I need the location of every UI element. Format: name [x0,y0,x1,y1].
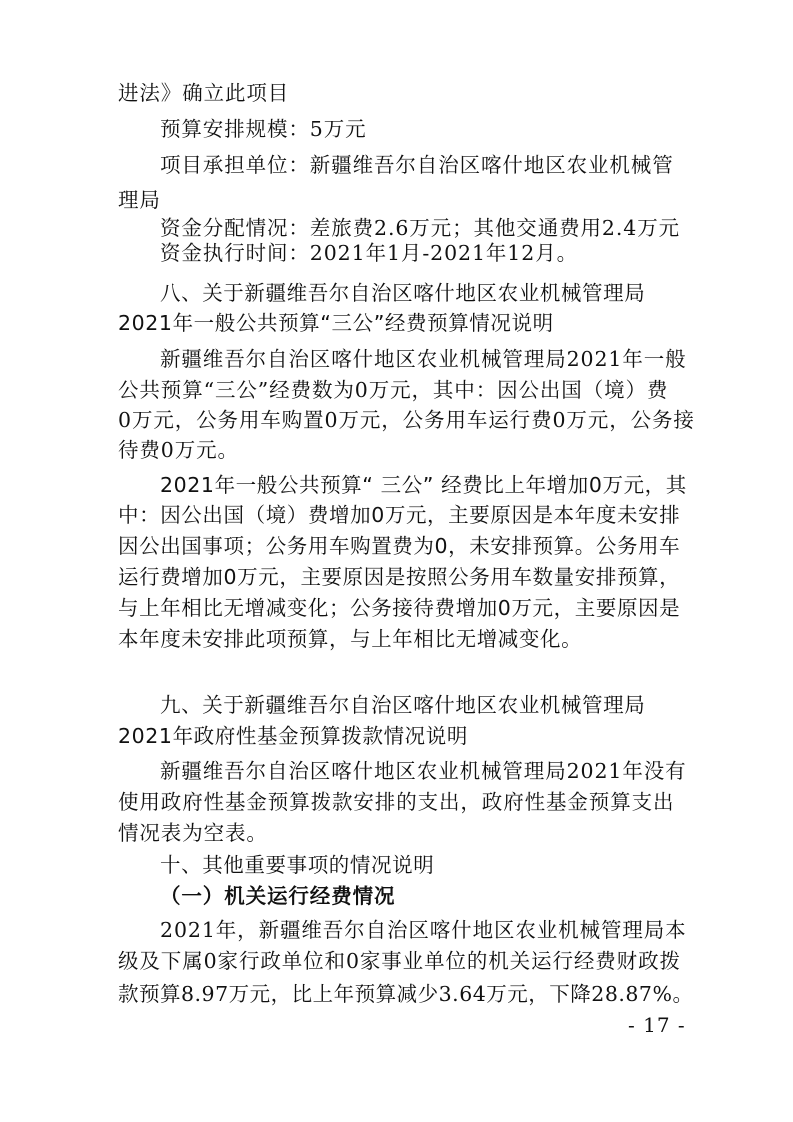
text-line: 理局 [118,188,161,212]
text-line: 本年度未安排此项预算，与上年相比无增减变化。 [118,627,583,651]
text-line: 运行费增加0万元，主要原因是按照公务用车数量安排预算， [118,565,681,589]
text-line: 款预算8.97万元，比上年预算减少3.64万元，下降28.87%。 [118,982,694,1006]
text-line: 因公出国事项；公务用车购置费为0，未安排预算。公务用车 [118,534,681,558]
text-line: 2021年，新疆维吾尔自治区喀什地区农业机械管理局本 [160,918,687,942]
text-line: 资金执行时间：2021年1月-2021年12月。 [160,241,578,265]
text-line: 新疆维吾尔自治区喀什地区农业机械管理局2021年没有 [160,759,687,783]
subsection-heading: （一）机关运行经费情况 [160,884,396,908]
text-line: 项目承担单位：新疆维吾尔自治区喀什地区农业机械管 [160,153,674,177]
text-line: 情况表为空表。 [118,821,268,845]
text-line: 与上年相比无增减变化；公务接待费增加0万元，主要原因是 [118,596,681,620]
section-heading-8: 八、关于新疆维吾尔自治区喀什地区农业机械管理局 [160,281,646,305]
section-heading-9-cont: 2021年政府性基金预算拨款情况说明 [118,724,468,748]
text-line: 级及下属0家行政单位和0家事业单位的机关运行经费财政拨 [118,949,681,973]
text-line: 0万元，公务用车购置0万元，公务用车运行费0万元，公务接 [118,408,695,432]
text-line: 中：因公出国（境）费增加0万元，主要原因是本年度未安排 [118,503,681,527]
text-line: 使用政府性基金预算拨款安排的支出，政府性基金预算支出 [118,790,675,814]
text-line: 新疆维吾尔自治区喀什地区农业机械管理局2021年一般 [160,347,687,371]
text-line: 2021年一般公共预算“ 三公” 经费比上年增加0万元，其 [160,473,687,497]
page-number: - 17 - [628,1013,686,1037]
section-heading-9: 九、关于新疆维吾尔自治区喀什地区农业机械管理局 [160,693,646,717]
section-heading-8-cont: 2021年一般公共预算“三公”经费预算情况说明 [118,311,554,335]
section-heading-10: 十、其他重要事项的情况说明 [160,853,435,877]
text-line: 公共预算“三公”经费数为0万元，其中：因公出国（境）费 [118,378,669,402]
text-line: 资金分配情况：差旅费2.6万元；其他交通费用2.4万元 [160,216,681,240]
text-line: 预算安排规模：5万元 [160,117,367,141]
text-line: 待费0万元。 [118,438,239,462]
text-line: 进法》确立此项目 [118,81,290,105]
